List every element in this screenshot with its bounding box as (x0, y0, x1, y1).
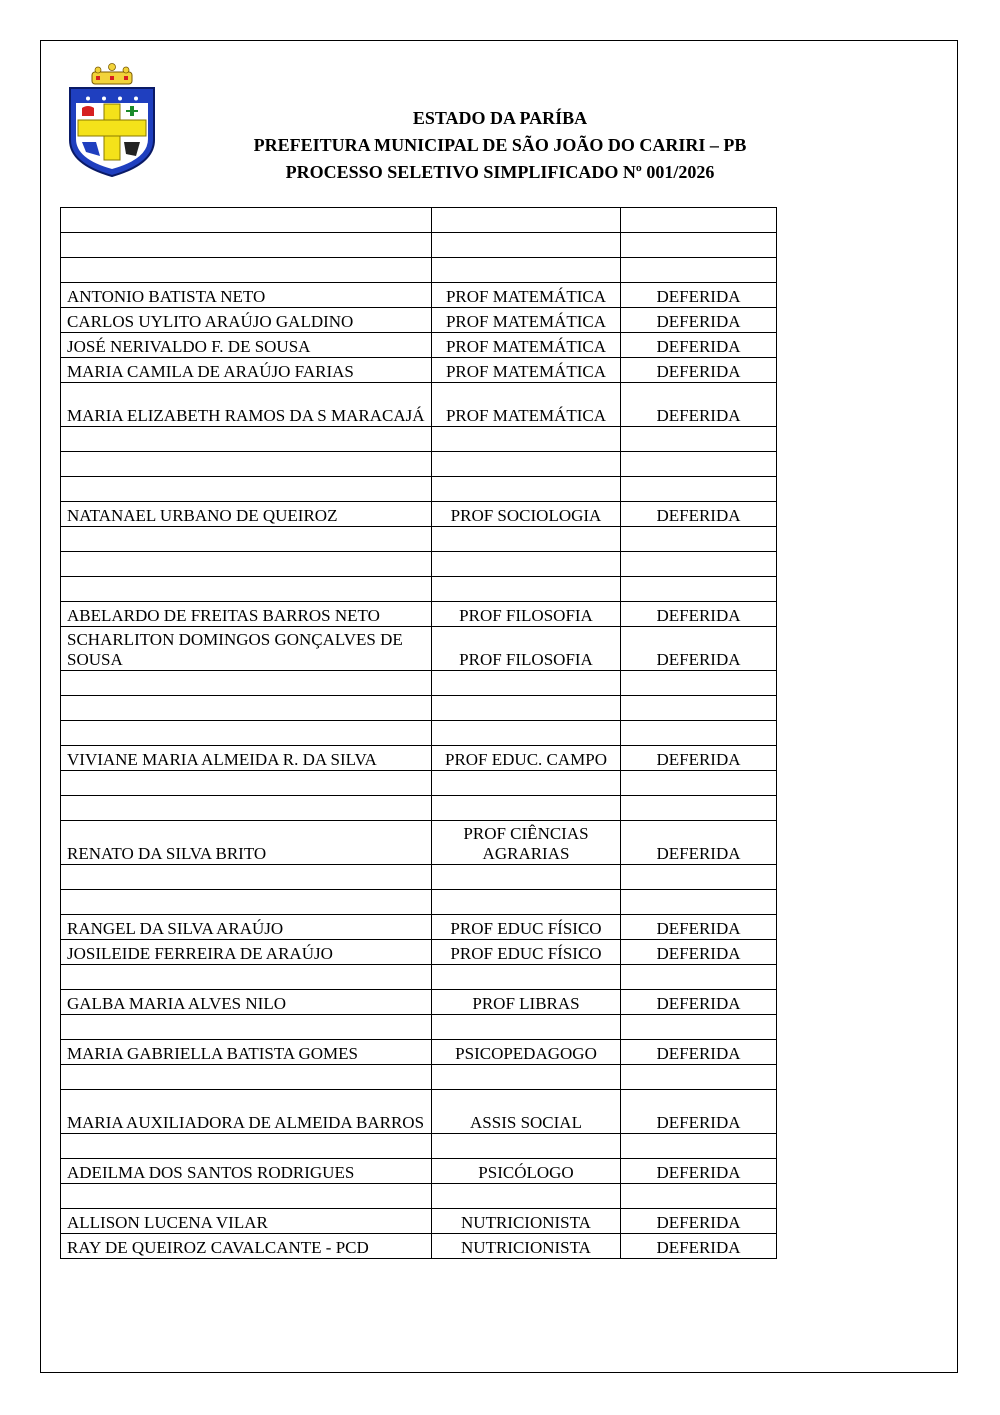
status-cell (621, 890, 777, 915)
table-row (61, 915, 777, 940)
document-header (200, 105, 800, 186)
table-row (61, 721, 777, 746)
candidate-name-cell (61, 890, 432, 915)
table-row (61, 746, 777, 771)
status-cell: DEFERIDA (621, 940, 777, 965)
status-cell (621, 552, 777, 577)
position-cell: NUTRICIONISTA (432, 1209, 621, 1234)
table-row (61, 602, 777, 627)
position-cell: PROF FILOSOFIA (432, 602, 621, 627)
status-cell: DEFERIDA (621, 1209, 777, 1234)
table-row (61, 233, 777, 258)
position-cell (432, 671, 621, 696)
position-cell (432, 1134, 621, 1159)
candidate-name-cell (61, 477, 432, 502)
status-cell (621, 452, 777, 477)
status-cell (621, 233, 777, 258)
position-cell (432, 477, 621, 502)
position-cell (432, 208, 621, 233)
status-cell (621, 865, 777, 890)
candidate-name-cell: ALLISON LUCENA VILAR (61, 1209, 432, 1234)
position-cell (432, 1184, 621, 1209)
candidate-name-cell: ADEILMA DOS SANTOS RODRIGUES (61, 1159, 432, 1184)
status-cell (621, 208, 777, 233)
table-row (61, 1040, 777, 1065)
candidate-name-cell (61, 258, 432, 283)
position-cell: PROF EDUC. CAMPO (432, 746, 621, 771)
status-cell: DEFERIDA (621, 1090, 777, 1134)
table-row (61, 940, 777, 965)
status-cell (621, 477, 777, 502)
table-row (61, 627, 777, 671)
status-cell: DEFERIDA (621, 915, 777, 940)
candidate-name-cell: ANTONIO BATISTA NETO (61, 283, 432, 308)
table-row (61, 965, 777, 990)
position-cell: PROF MATEMÁTICA (432, 383, 621, 427)
candidate-name-cell (61, 208, 432, 233)
position-cell (432, 427, 621, 452)
candidate-name-cell: VIVIANE MARIA ALMEIDA R. DA SILVA (61, 746, 432, 771)
table-row (61, 821, 777, 865)
position-cell (432, 721, 621, 746)
candidate-name-cell (61, 696, 432, 721)
status-cell (621, 671, 777, 696)
position-cell (432, 771, 621, 796)
table-row (61, 258, 777, 283)
position-cell (432, 965, 621, 990)
status-cell (621, 1015, 777, 1040)
table-row (61, 865, 777, 890)
candidate-name-cell (61, 796, 432, 821)
status-cell (621, 696, 777, 721)
candidate-name-cell (61, 1184, 432, 1209)
candidate-table (60, 207, 777, 1259)
header-municipality: PREFEITURA MUNICIPAL DE SÃO JOÃO DO CARIRI – PB (253, 135, 747, 155)
status-cell (621, 796, 777, 821)
position-cell: PROF MATEMÁTICA (432, 333, 621, 358)
candidate-name-cell (61, 552, 432, 577)
status-cell: DEFERIDA (621, 333, 777, 358)
status-cell (621, 771, 777, 796)
candidate-name-cell (61, 865, 432, 890)
table-row (61, 383, 777, 427)
candidate-name-cell: MARIA ELIZABETH RAMOS DA S MARACAJÁ (61, 383, 432, 427)
candidate-name-cell (61, 427, 432, 452)
position-cell: PROF LIBRAS (432, 990, 621, 1015)
position-cell (432, 452, 621, 477)
status-cell (621, 721, 777, 746)
candidate-name-cell: MARIA CAMILA DE ARAÚJO FARIAS (61, 358, 432, 383)
table-row (61, 502, 777, 527)
header-process: PROCESSO SELETIVO SIMPLIFICADO Nº 001/2026 (285, 162, 715, 182)
position-cell (432, 1065, 621, 1090)
position-cell (432, 233, 621, 258)
candidate-name-cell: CARLOS UYLITO ARAÚJO GALDINO (61, 308, 432, 333)
table-row (61, 1134, 777, 1159)
position-cell (432, 577, 621, 602)
status-cell: DEFERIDA (621, 502, 777, 527)
position-cell: PROF FILOSOFIA (432, 627, 621, 671)
table-row (61, 527, 777, 552)
position-cell: PROF MATEMÁTICA (432, 358, 621, 383)
candidate-name-cell (61, 1065, 432, 1090)
status-cell: DEFERIDA (621, 1234, 777, 1259)
status-cell (621, 1134, 777, 1159)
table-row (61, 577, 777, 602)
candidate-name-cell (61, 671, 432, 696)
table-row (61, 696, 777, 721)
status-cell: DEFERIDA (621, 283, 777, 308)
status-cell: DEFERIDA (621, 990, 777, 1015)
status-cell: DEFERIDA (621, 746, 777, 771)
candidate-name-cell: JOSILEIDE FERREIRA DE ARAÚJO (61, 940, 432, 965)
coat-of-arms-icon (66, 60, 158, 178)
table-row (61, 1065, 777, 1090)
status-cell (621, 527, 777, 552)
table-row (61, 1209, 777, 1234)
table-row (61, 427, 777, 452)
position-cell (432, 258, 621, 283)
candidate-name-cell: NATANAEL URBANO DE QUEIROZ (61, 502, 432, 527)
position-cell: PROF EDUC FÍSICO (432, 940, 621, 965)
status-cell: DEFERIDA (621, 821, 777, 865)
status-cell: DEFERIDA (621, 308, 777, 333)
candidate-table-body (61, 208, 777, 1259)
position-cell (432, 796, 621, 821)
candidate-name-cell (61, 527, 432, 552)
table-row (61, 358, 777, 383)
candidate-name-cell (61, 1015, 432, 1040)
position-cell (432, 552, 621, 577)
table-row (61, 1184, 777, 1209)
status-cell: DEFERIDA (621, 627, 777, 671)
table-row (61, 1015, 777, 1040)
position-cell (432, 890, 621, 915)
candidate-name-cell: RANGEL DA SILVA ARAÚJO (61, 915, 432, 940)
position-cell: ASSIS SOCIAL (432, 1090, 621, 1134)
position-cell: PROF EDUC FÍSICO (432, 915, 621, 940)
status-cell: DEFERIDA (621, 358, 777, 383)
status-cell (621, 577, 777, 602)
status-cell: DEFERIDA (621, 602, 777, 627)
table-row (61, 552, 777, 577)
candidate-name-cell: RENATO DA SILVA BRITO (61, 821, 432, 865)
candidate-name-cell: MARIA AUXILIADORA DE ALMEIDA BARROS (61, 1090, 432, 1134)
header-state: ESTADO DA PARÍBA (412, 108, 588, 128)
position-cell (432, 527, 621, 552)
table-row (61, 283, 777, 308)
position-cell: PSICOPEDAGOGO (432, 1040, 621, 1065)
status-cell (621, 965, 777, 990)
status-cell: DEFERIDA (621, 1159, 777, 1184)
table-row (61, 1090, 777, 1134)
table-row (61, 1159, 777, 1184)
status-cell: DEFERIDA (621, 1040, 777, 1065)
position-cell: NUTRICIONISTA (432, 1234, 621, 1259)
table-row (61, 890, 777, 915)
candidate-name-cell (61, 452, 432, 477)
candidate-name-cell (61, 721, 432, 746)
table-row (61, 208, 777, 233)
candidate-name-cell: SCHARLITON DOMINGOS GONÇALVES DE SOUSA (61, 627, 432, 671)
table-row (61, 671, 777, 696)
candidate-name-cell: GALBA MARIA ALVES NILO (61, 990, 432, 1015)
candidate-name-cell: MARIA GABRIELLA BATISTA GOMES (61, 1040, 432, 1065)
table-row (61, 771, 777, 796)
table-row (61, 333, 777, 358)
candidate-name-cell: RAY DE QUEIROZ CAVALCANTE - PCD (61, 1234, 432, 1259)
status-cell (621, 258, 777, 283)
position-cell (432, 865, 621, 890)
position-cell: PROF SOCIOLOGIA (432, 502, 621, 527)
table-row (61, 1234, 777, 1259)
candidate-name-cell (61, 577, 432, 602)
table-row (61, 308, 777, 333)
position-cell: PSICÓLOGO (432, 1159, 621, 1184)
table-row (61, 990, 777, 1015)
position-cell (432, 696, 621, 721)
candidate-name-cell (61, 1134, 432, 1159)
candidate-name-cell (61, 233, 432, 258)
candidate-name-cell (61, 771, 432, 796)
candidate-name-cell (61, 965, 432, 990)
position-cell: PROF CIÊNCIAS AGRARIAS (432, 821, 621, 865)
status-cell: DEFERIDA (621, 383, 777, 427)
table-row (61, 452, 777, 477)
table-row (61, 477, 777, 502)
position-cell: PROF MATEMÁTICA (432, 283, 621, 308)
position-cell: PROF MATEMÁTICA (432, 308, 621, 333)
position-cell (432, 1015, 621, 1040)
candidate-name-cell: JOSÉ NERIVALDO F. DE SOUSA (61, 333, 432, 358)
status-cell (621, 1184, 777, 1209)
status-cell (621, 427, 777, 452)
status-cell (621, 1065, 777, 1090)
candidate-name-cell: ABELARDO DE FREITAS BARROS NETO (61, 602, 432, 627)
table-row (61, 796, 777, 821)
